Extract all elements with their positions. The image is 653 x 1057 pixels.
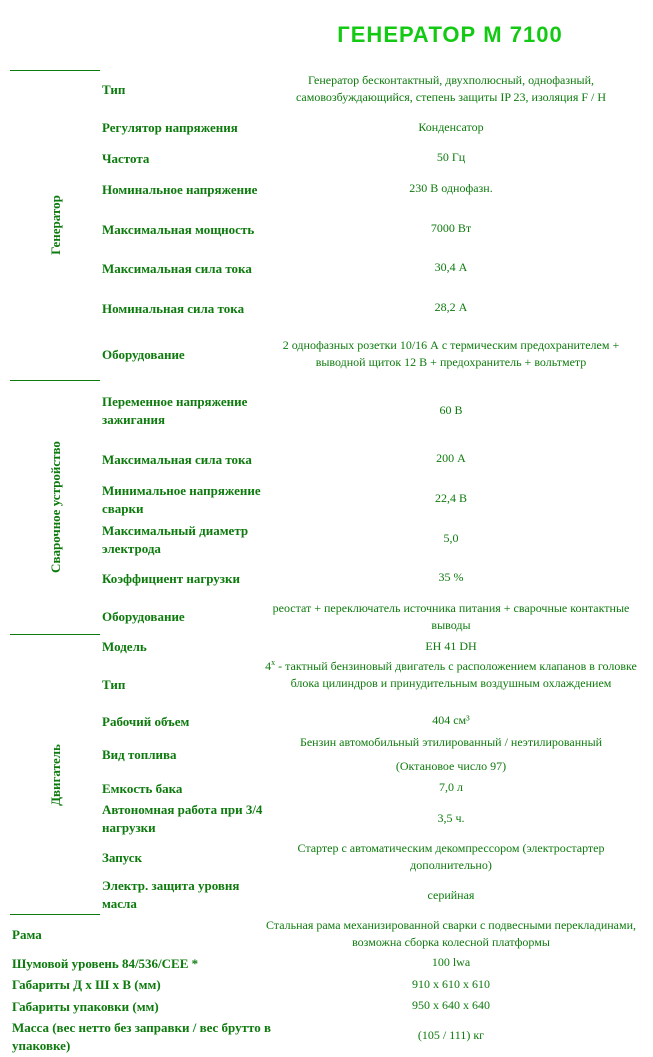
spec-label: Номинальная сила тока <box>102 301 245 316</box>
page-title: ГЕНЕРАТОР М 7100 <box>337 22 563 47</box>
spec-label: Модель <box>102 639 147 654</box>
spec-label: Электр. защита уровня масла <box>102 878 240 911</box>
section-divider <box>10 380 100 381</box>
spec-label: Рама <box>12 927 42 942</box>
spec-value: Конденсатор <box>418 119 484 134</box>
spec-value: EH 41 DH <box>425 638 477 653</box>
spec-label: Тип <box>102 677 126 692</box>
spec-value <box>262 658 640 710</box>
spec-label: Вид топлива <box>102 747 177 762</box>
spec-value: 230 В однофазн. <box>409 180 493 195</box>
spec-label: Автономная работа при 3/4 нагрузки <box>102 802 263 835</box>
spec-label: Номинальное напряжение <box>102 182 258 197</box>
spec-value: 2 однофазных розетки 10/16 А с термическим предохранителем + выводной щиток 12 В + предохранитель + вольтметр <box>282 338 620 369</box>
spec-value: 7000 Вт <box>430 220 472 235</box>
spec-label: Максимальная сила тока <box>102 261 252 276</box>
section-divider <box>10 914 100 915</box>
spec-value: 404 см³ <box>432 712 470 727</box>
spec-label: Максимальная сила тока <box>102 452 252 467</box>
spec-value: реостат + переключатель источника питания + сварочные контактные выводы <box>272 601 630 632</box>
spec-label: Оборудование <box>102 609 185 624</box>
spec-label: Габариты Д х Ш х В (мм) <box>12 977 161 992</box>
section-engine: Двигатель <box>48 744 63 806</box>
spec-label: Запуск <box>102 850 143 865</box>
spec-value: Бензин автомобильный этилированный / неэтилированный <box>299 735 603 749</box>
spec-value: 28,2 А <box>434 299 468 314</box>
spec-value: 7,0 л <box>439 779 463 794</box>
section-divider <box>10 634 100 635</box>
spec-value: 5,0 <box>443 530 459 545</box>
spec-value: 100 lwa <box>431 954 471 969</box>
spec-value: 22,4 В <box>434 490 467 505</box>
spec-label: Шумовой уровень 84/536/CEE * <box>12 956 199 971</box>
spec-value: 50 Гц <box>436 149 466 164</box>
spec-value: 910 х 610 х 610 <box>412 976 490 991</box>
spec-label: Масса (вес нетто без заправки / вес брутто в упаковке) <box>12 1020 271 1053</box>
spec-label: Коэффициент нагрузки <box>102 571 240 586</box>
spec-value-note: (Октановое число 97) <box>395 759 507 773</box>
spec-label: Переменное напряжение зажигания <box>102 394 248 427</box>
spec-value: Генератор бесконтактный, двухполюсный, однофазный, самовозбуждающийся, степень защиты IP 23, изоляция F / H <box>295 73 607 104</box>
spec-value: 950 х 640 х 640 <box>412 997 490 1012</box>
spec-label: Частота <box>102 151 150 166</box>
spec-label: Максимальный диаметр электрода <box>102 523 249 556</box>
spec-label: Габариты упаковки (мм) <box>12 999 159 1014</box>
engine-type-text: $4^х$ - тактный бензиновый двигатель с расположением клапанов в головке блока цилиндров и принудительным воздушным охлаждением <box>265 658 637 690</box>
spec-value: (105 / 111) кг <box>417 1027 485 1042</box>
spec-value: 60 В <box>439 402 463 417</box>
spec-value: 35 % <box>438 569 464 584</box>
spec-label: Максимальная мощность <box>102 222 255 237</box>
spec-value: 200 А <box>436 450 466 465</box>
spec-label: Тип <box>102 82 126 97</box>
section-generator: Генератор <box>48 195 63 255</box>
spec-label: Оборудование <box>102 347 185 362</box>
spec-value: Стальная рама механизированной сварки с подвесными перекладинами, возможна сборка колесной платформы <box>265 918 637 949</box>
section-divider <box>10 70 100 71</box>
spec-value: 3,5 ч. <box>437 810 465 825</box>
spec-value: Стартер с автоматическим декомпрессором (электростартер дополнительно) <box>297 841 605 872</box>
spec-label: Регулятор напряжения <box>102 120 238 135</box>
spec-label: Минимальное напряжение сварки <box>102 483 261 516</box>
spec-value: 30,4 А <box>434 259 468 274</box>
spec-value: серийная <box>427 887 475 902</box>
spec-label: Емкость бака <box>102 781 183 796</box>
section-welding: Сварочное устройство <box>48 441 63 573</box>
spec-label: Рабочий объем <box>102 714 190 729</box>
